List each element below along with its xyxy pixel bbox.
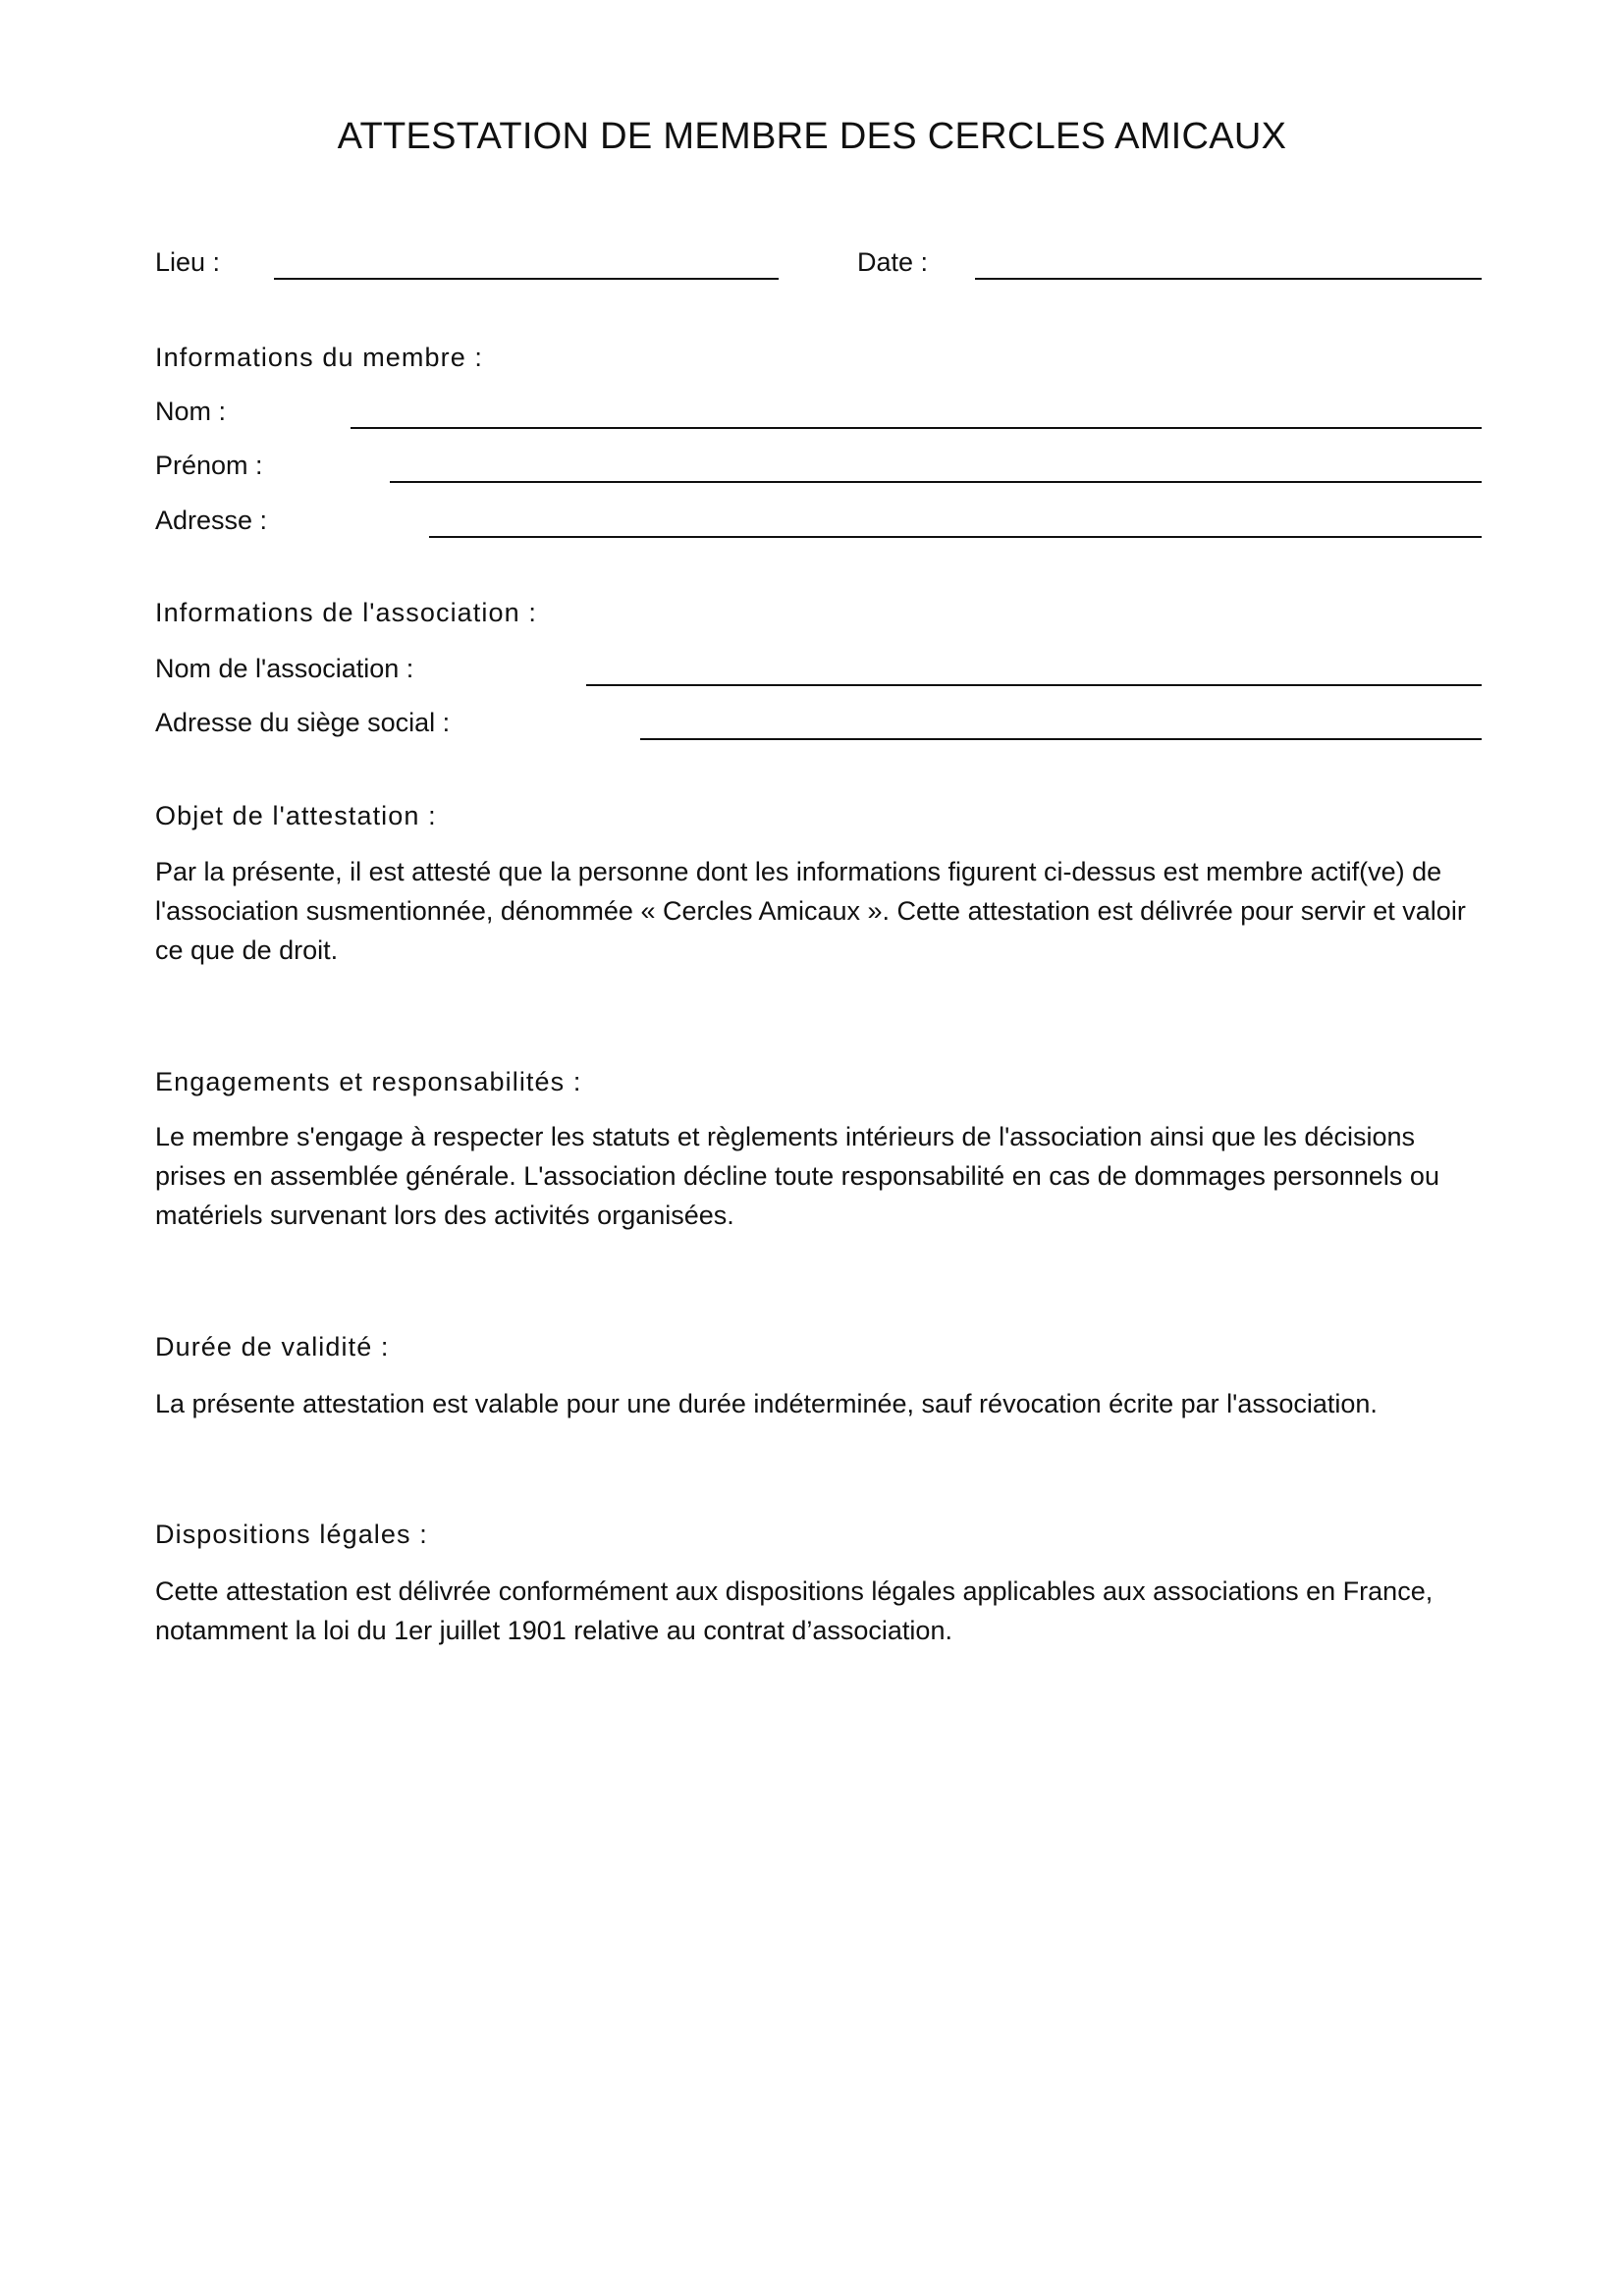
member-info-heading: Informations du membre :: [155, 343, 484, 372]
lieu-field[interactable]: [274, 278, 779, 280]
nom-field[interactable]: [351, 427, 1482, 429]
date-field[interactable]: [975, 278, 1482, 280]
duree-heading: Durée de validité :: [155, 1332, 390, 1362]
adresse-field[interactable]: [429, 536, 1482, 538]
engagements-text: Le membre s'engage à respecter les statuts et règlements intérieurs de l'association ainsi que les décisions prises en assemblée générale. L'association décline toute responsabilité en cas de dommages personnels ou matériels survenant lors des activités organisées.: [155, 1122, 1439, 1230]
prenom-label: Prénom :: [155, 451, 263, 480]
objet-text: Par la présente, il est attesté que la personne dont les informations figurent ci-dessus est membre actif(ve) de l'association susmentionnée, dénommée « Cercles Amicaux ». Cette attestation est délivrée pour servir et valoir ce que de droit.: [155, 857, 1466, 965]
lieu-label: Lieu :: [155, 247, 221, 277]
document-title: ATTESTATION DE MEMBRE DES CERCLES AMICAUX: [337, 116, 1287, 157]
engagements-heading: Engagements et responsabilités :: [155, 1067, 582, 1096]
association-nom-field[interactable]: [586, 684, 1482, 686]
objet-heading: Objet de l'attestation :: [155, 801, 437, 830]
duree-text: La présente attestation est valable pour une durée indéterminée, sauf révocation écrite par l'association.: [155, 1389, 1378, 1418]
nom-label: Nom :: [155, 397, 227, 426]
association-info-heading: Informations de l'association :: [155, 598, 537, 627]
date-label: Date :: [857, 247, 929, 277]
siege-field[interactable]: [640, 738, 1482, 740]
prenom-field[interactable]: [390, 481, 1482, 483]
siege-label: Adresse du siège social :: [155, 708, 451, 737]
association-nom-label: Nom de l'association :: [155, 654, 414, 683]
adresse-label: Adresse :: [155, 506, 268, 535]
dispositions-text: Cette attestation est délivrée conformément aux dispositions légales applicables aux associations en France, notamment la loi du 1er juillet 1901 relative au contrat d’association.: [155, 1576, 1434, 1645]
dispositions-heading: Dispositions légales :: [155, 1520, 428, 1549]
